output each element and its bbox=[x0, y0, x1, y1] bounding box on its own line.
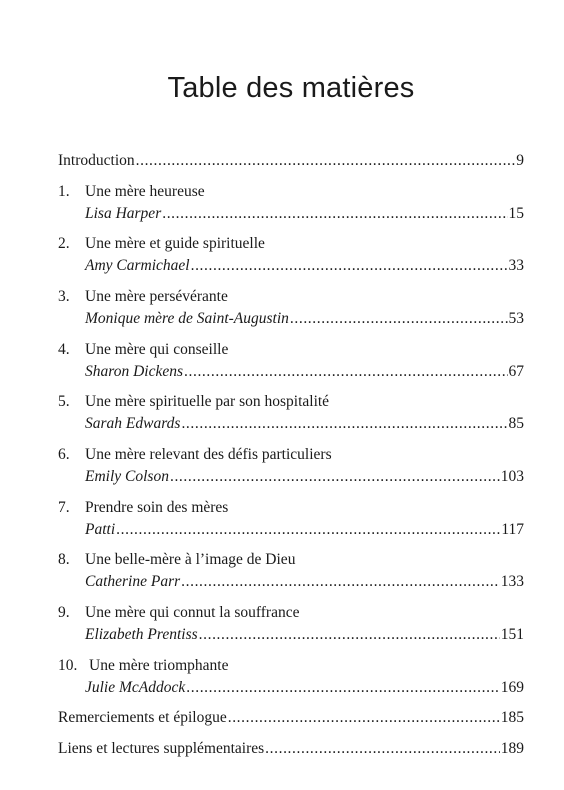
chapter-number: 9. bbox=[58, 604, 70, 621]
dot-leader bbox=[116, 519, 500, 541]
toc-entry-chapter-1[interactable] bbox=[85, 203, 524, 225]
dot-leader bbox=[191, 255, 508, 277]
dot-leader bbox=[228, 707, 500, 729]
dot-leader bbox=[170, 466, 500, 488]
chapter-title[interactable]: Une mère et guide spirituelle bbox=[85, 235, 265, 252]
chapter-number: 5. bbox=[58, 393, 70, 410]
page-number: 67 bbox=[508, 363, 524, 380]
toc-entry-chapter-8[interactable] bbox=[85, 571, 524, 593]
chapter-author: Patti bbox=[85, 521, 116, 538]
chapter-title[interactable]: Une mère spirituelle par son hospitalité bbox=[85, 393, 330, 410]
page-number: 53 bbox=[508, 310, 524, 327]
toc-entry-introduction[interactable] bbox=[58, 150, 524, 172]
toc-entry-chapter-9[interactable] bbox=[85, 624, 524, 646]
chapter-author: Catherine Parr bbox=[85, 573, 181, 590]
page-number: 15 bbox=[508, 205, 524, 222]
dot-leader bbox=[181, 413, 507, 435]
toc-entry-chapter-6[interactable] bbox=[85, 466, 524, 488]
chapter-title[interactable]: Prendre soin des mères bbox=[85, 499, 229, 516]
chapter-title[interactable]: Une mère qui conseille bbox=[85, 341, 229, 358]
page-number: 117 bbox=[501, 521, 524, 538]
toc-entry-chapter-3[interactable] bbox=[85, 308, 524, 330]
chapter-author: Sharon Dickens bbox=[85, 363, 184, 380]
dot-leader bbox=[162, 203, 507, 225]
toc-entry-chapter-5[interactable] bbox=[85, 413, 524, 435]
page-number: 189 bbox=[500, 740, 524, 757]
page-number: 133 bbox=[500, 573, 524, 590]
chapter-author: Elizabeth Prentiss bbox=[85, 626, 198, 643]
dot-leader bbox=[265, 738, 500, 760]
page-number: 103 bbox=[500, 468, 524, 485]
entry-label: Liens et lectures supplémentaires bbox=[58, 740, 265, 757]
chapter-number: 1. bbox=[58, 183, 70, 200]
chapter-number: 7. bbox=[58, 499, 70, 516]
toc-entry-remerciements[interactable] bbox=[58, 707, 524, 729]
page-number: 85 bbox=[508, 415, 524, 432]
chapter-title[interactable]: Une mère persévérante bbox=[85, 288, 228, 305]
dot-leader bbox=[184, 361, 507, 383]
page-title: Table des matières bbox=[167, 72, 415, 104]
chapter-number: 3. bbox=[58, 288, 70, 305]
page-number: 169 bbox=[500, 679, 524, 696]
chapter-author: Julie McAddock bbox=[85, 679, 186, 696]
chapter-number: 8. bbox=[58, 551, 70, 568]
chapter-title[interactable]: Une mère triomphante bbox=[89, 657, 229, 674]
chapter-author: Sarah Edwards bbox=[85, 415, 181, 432]
toc-entry-chapter-4[interactable] bbox=[85, 361, 524, 383]
toc-page bbox=[58, 0, 524, 790]
chapter-title[interactable]: Une mère heureuse bbox=[85, 183, 205, 200]
toc-entry-chapter-10[interactable] bbox=[85, 677, 524, 699]
dot-leader bbox=[199, 624, 500, 646]
page-number: 9 bbox=[516, 152, 524, 169]
chapter-author: Monique mère de Saint-Augustin bbox=[85, 310, 289, 327]
toc-entry-liens-lectures[interactable] bbox=[58, 738, 524, 760]
chapter-number: 2. bbox=[58, 235, 70, 252]
page-number: 185 bbox=[500, 709, 524, 726]
chapter-author: Lisa Harper bbox=[85, 205, 162, 222]
chapter-number: 6. bbox=[58, 446, 70, 463]
chapter-title[interactable]: Une mère relevant des défis particuliers bbox=[85, 446, 332, 463]
dot-leader bbox=[181, 571, 500, 593]
toc-entry-chapter-7[interactable] bbox=[85, 519, 524, 541]
toc-entry-chapter-2[interactable] bbox=[85, 255, 524, 277]
page-number: 151 bbox=[500, 626, 524, 643]
chapter-title[interactable]: Une belle-mère à l’image de Dieu bbox=[85, 551, 296, 568]
dot-leader bbox=[290, 308, 508, 330]
dot-leader bbox=[186, 677, 499, 699]
entry-label: Remerciements et épilogue bbox=[58, 709, 227, 726]
chapter-number: 10. bbox=[58, 657, 78, 674]
chapter-number: 4. bbox=[58, 341, 70, 358]
dot-leader bbox=[136, 150, 516, 172]
chapter-author: Emily Colson bbox=[85, 468, 169, 485]
chapter-author: Amy Carmichael bbox=[85, 257, 190, 274]
page-number: 33 bbox=[508, 257, 524, 274]
chapter-title[interactable]: Une mère qui connut la souffrance bbox=[85, 604, 300, 621]
entry-label: Introduction bbox=[58, 152, 135, 169]
